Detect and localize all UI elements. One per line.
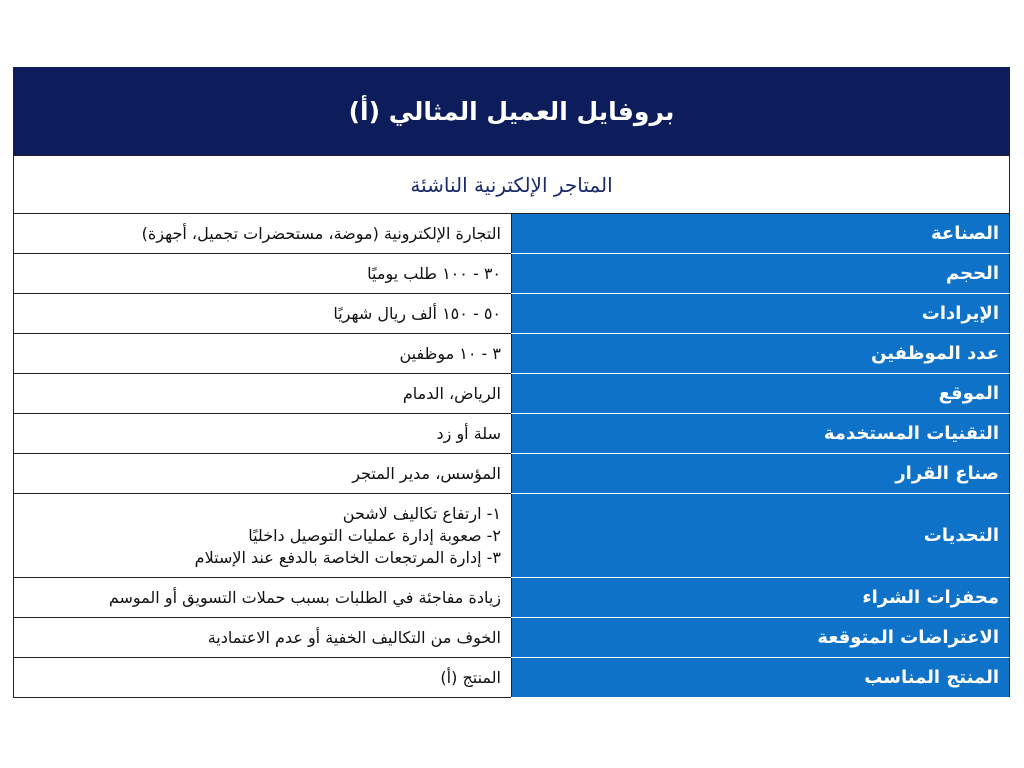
subtitle-row	[14, 156, 1010, 214]
table-row	[14, 214, 1010, 254]
row-label-decision-makers: صناع القرار	[512, 454, 1010, 494]
row-value-size: ٣٠ - ١٠٠ طلب يوميًا	[14, 254, 512, 294]
page-subtitle: المتاجر الإلكترنية الناشئة	[14, 156, 1010, 214]
challenge-line: ٣- إدارة المرتجعات الخاصة بالدفع عند الإستلام	[194, 547, 501, 567]
challenge-line: ١- ارتفاع تكاليف لاشحن	[342, 503, 501, 523]
row-value-product: المنتج (أ)	[14, 658, 512, 698]
table-row	[14, 254, 1010, 294]
row-label-revenue: الإيرادات	[512, 294, 1010, 334]
row-value-revenue: ٥٠ - ١٥٠ ألف ريال شهريًا	[14, 294, 512, 334]
row-label-location: الموقع	[512, 374, 1010, 414]
row-label-technologies: التقنيات المستخدمة	[512, 414, 1010, 454]
page-title: بروفايل العميل المثالي (أ)	[13, 67, 1010, 155]
row-value-employees: ٣ - ١٠ موظفين	[14, 334, 512, 374]
profile-slide	[13, 67, 1010, 698]
row-label-objections: الاعتراضات المتوقعة	[512, 618, 1010, 658]
row-value-decision-makers: المؤسس، مدير المتجر	[14, 454, 512, 494]
table-row	[14, 374, 1010, 414]
table-row	[14, 414, 1010, 454]
row-value-challenges	[14, 494, 512, 578]
row-label-product: المنتج المناسب	[512, 658, 1010, 698]
row-value-industry: التجارة الإلكترونية (موضة، مستحضرات تجميل، أجهزة)	[14, 214, 512, 254]
row-label-size: الحجم	[512, 254, 1010, 294]
row-value-purchase-triggers: زيادة مفاجئة في الطلبات بسبب حملات التسويق أو الموسم	[14, 578, 512, 618]
row-label-challenges: التحديات	[512, 494, 1010, 578]
table-row	[14, 578, 1010, 618]
row-label-industry: الصناعة	[512, 214, 1010, 254]
table-row	[14, 494, 1010, 578]
table-row	[14, 334, 1010, 374]
row-value-technologies: سلة أو زد	[14, 414, 512, 454]
row-label-employees: عدد الموظفين	[512, 334, 1010, 374]
table-row	[14, 658, 1010, 698]
table-row	[14, 454, 1010, 494]
row-value-objections: الخوف من التكاليف الخفية أو عدم الاعتمادية	[14, 618, 512, 658]
table-row	[14, 294, 1010, 334]
row-label-purchase-triggers: محفزات الشراء	[512, 578, 1010, 618]
challenge-line: ٢- صعوبة إدارة عمليات التوصيل داخليًا	[248, 525, 501, 545]
profile-table	[13, 155, 1010, 698]
table-row	[14, 618, 1010, 658]
row-value-location: الرياض، الدمام	[14, 374, 512, 414]
